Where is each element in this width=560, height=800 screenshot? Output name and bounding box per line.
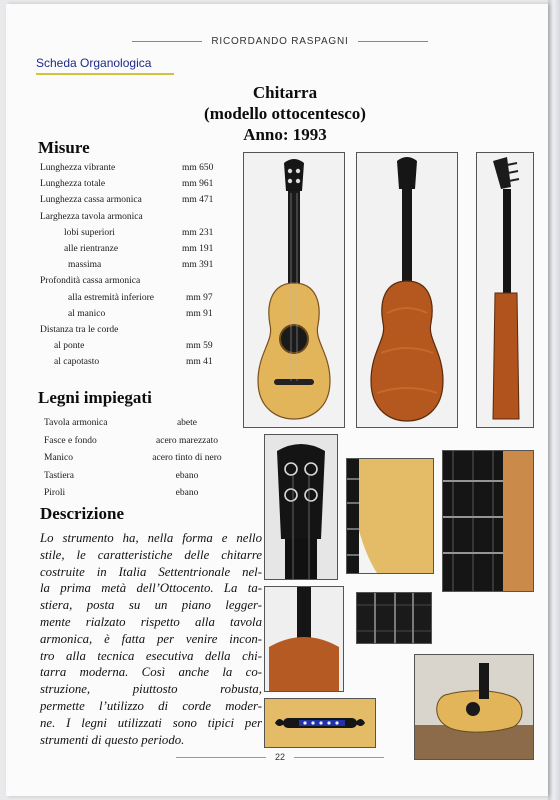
legni-value: acero tinto di nero	[152, 453, 222, 463]
misure-label: alla estremità inferiore	[68, 292, 154, 303]
photo-neck-heel	[264, 586, 344, 692]
page-number: 22	[274, 752, 285, 762]
description-line: permette l’utilizzo di corde moder-	[40, 698, 262, 713]
description-line: stiera, posta su un piano legger-	[40, 598, 262, 613]
instrument-title	[190, 82, 380, 145]
misure-value: mm 191	[182, 244, 214, 254]
misure-value: mm 650	[182, 163, 214, 173]
photo-guitar-front	[243, 152, 345, 428]
misure-label: Lunghezza vibrante	[40, 163, 116, 173]
misure-label: lobi superiori	[64, 227, 115, 238]
description-line: mente rialzato rispetto alla tavola	[40, 614, 262, 629]
misure-label: al ponte	[54, 341, 85, 352]
legni-label: Fasce e fondo	[44, 435, 97, 446]
misure-value: mm 471	[182, 195, 214, 206]
misure-label: Distanza tra le corde	[40, 325, 119, 335]
description-line: tro alla tecnica esecutiva della chi-	[40, 648, 262, 663]
photo-headstock	[264, 434, 338, 580]
misure-value: mm 97	[186, 292, 213, 303]
misure-label: Larghezza tavola armonica	[40, 211, 143, 222]
page-footer	[0, 752, 560, 762]
misure-label: massima	[68, 260, 102, 271]
header-rule-left	[132, 41, 202, 42]
description-line: la prima metà dell’Ottocento. La ta-	[40, 581, 262, 596]
misure-value: mm 391	[182, 260, 214, 271]
photo-bridge	[264, 698, 376, 748]
legni-value: abete	[176, 418, 198, 428]
running-header	[0, 36, 560, 47]
legni-label: Tastiera	[44, 470, 74, 481]
description-text	[40, 530, 262, 748]
description-line: costruite in Italia Settentrionale nel-	[40, 564, 262, 579]
legni-label: Manico	[44, 453, 74, 463]
description-line: Lo strumento ha, nella forma e nello	[40, 531, 262, 545]
legni-label: Tavola armonica	[44, 418, 108, 428]
footer-rule-left	[176, 757, 266, 758]
footer-rule-right	[294, 757, 384, 758]
description-line: tarra moderna. Così anche la co-	[40, 665, 262, 680]
description-line: struzione, piuttosto robusta,	[40, 682, 262, 697]
misure-label: Profondità cassa armonica	[40, 276, 141, 287]
photo-soundboard-edge	[346, 458, 434, 574]
misure-value: mm 59	[186, 341, 213, 352]
description-line: stile, le caratteristiche delle chitarre	[40, 547, 262, 562]
misure-heading: Misure	[38, 138, 90, 157]
running-title: RICORDANDO RASPAGNI	[211, 36, 349, 47]
description-line: armonica, è fatta per venire incon-	[40, 631, 262, 646]
description-line: strumenti di questo periodo.	[40, 732, 185, 747]
descrizione-heading: Descrizione	[40, 504, 125, 523]
description-line: ne. I legni utilizzati sono tipici per	[40, 715, 262, 730]
misure-value: mm 41	[186, 357, 213, 368]
misure-label: Lunghezza cassa armonica	[40, 195, 142, 206]
section-label: Scheda Organologica	[36, 56, 174, 75]
misure-label: al manico	[68, 308, 106, 319]
photo-frets	[356, 592, 432, 644]
misure-label: Lunghezza totale	[40, 179, 106, 190]
legni-value: acero marezzato	[156, 435, 218, 446]
misure-value: mm 961	[182, 179, 214, 190]
photo-guitar-side	[476, 152, 534, 428]
photo-workshop	[414, 654, 534, 760]
photo-fretboard	[442, 450, 534, 592]
title-line-2: (modello ottocentesco)	[204, 104, 366, 123]
page-edge	[548, 0, 560, 800]
title-line-3: Anno: 1993	[243, 125, 327, 144]
legni-value: ebano	[175, 488, 199, 498]
photo-guitar-back	[356, 152, 458, 428]
misure-value: mm 231	[182, 227, 214, 238]
misure-label: alle rientranze	[64, 244, 119, 254]
legni-value: ebano	[175, 470, 199, 481]
title-line-1: Chitarra	[252, 83, 318, 102]
misure-value: mm 91	[186, 308, 213, 319]
legni-heading: Legni impiegati	[38, 388, 152, 407]
legni-label: Piroli	[44, 488, 66, 498]
header-rule-right	[358, 41, 428, 42]
misure-label: al capotasto	[54, 357, 100, 368]
